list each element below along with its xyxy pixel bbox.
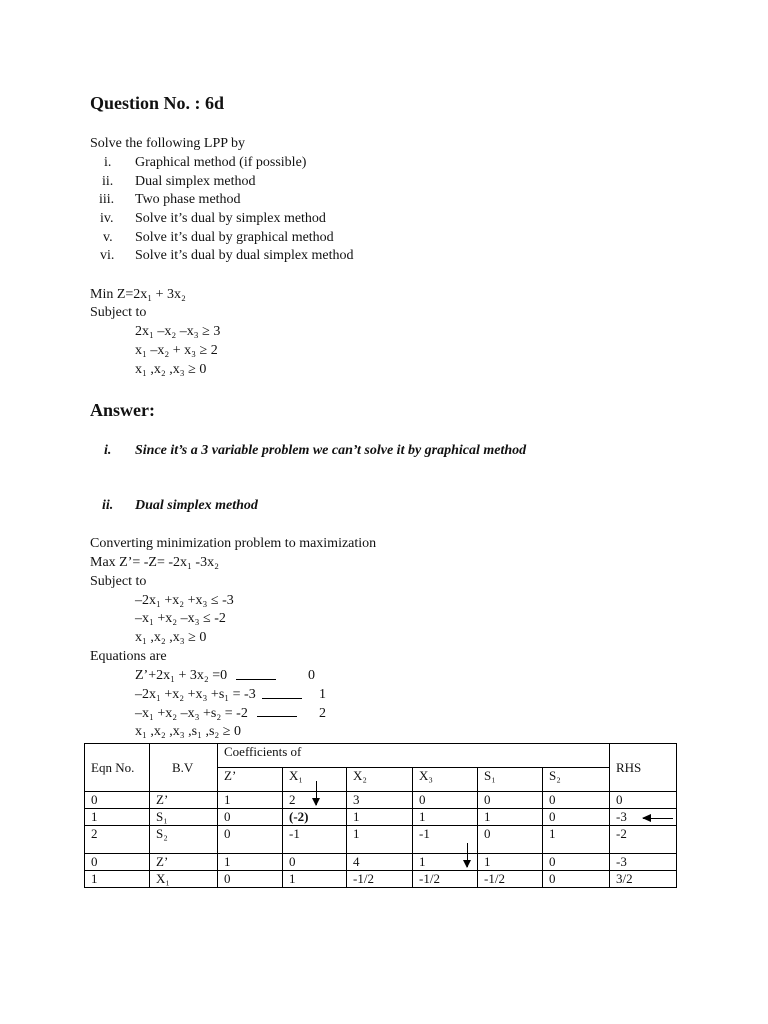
rhs-cell: -3 — [610, 854, 677, 871]
eqn-cell: 0 — [85, 854, 150, 871]
method-text: Solve it’s dual by simplex method — [135, 211, 326, 226]
question-intro: Solve the following LPP by — [90, 136, 246, 151]
equation-leader-line — [236, 679, 276, 680]
converted-constraint: –2x₁ +x₂ +x₃ ≤ -3 — [135, 593, 234, 608]
bv-cell: Z’ — [150, 792, 218, 809]
table-row — [85, 871, 677, 888]
coef-cell: 1 — [218, 792, 283, 809]
bv-cell: X₁ — [150, 871, 218, 888]
rhs-cell: -3 — [610, 809, 677, 826]
max-objective: Max Z’= -Z= -2x₁ -3x₂ — [90, 555, 219, 570]
subject-to-label: Subject to — [90, 305, 147, 320]
coef-cell: 4 — [347, 854, 413, 871]
method-num: iii. — [99, 192, 115, 207]
equation-number: 2 — [319, 706, 326, 721]
coef-cell: 0 — [478, 792, 543, 809]
eqn-cell: 1 — [85, 871, 150, 888]
coef-cell: -1 — [413, 826, 478, 854]
bv-header: B.V — [150, 744, 218, 792]
coef-cell: -1/2 — [413, 871, 478, 888]
coef-cell: 0 — [543, 854, 610, 871]
coef-col-header: Z’ — [218, 768, 283, 792]
answer-ii-text: Dual simplex method — [135, 498, 258, 513]
objective-function: Min Z=2x₁ + 3x₂ — [90, 287, 186, 302]
answer-i-num: i. — [104, 443, 112, 458]
answer-title: Answer: — [90, 400, 155, 420]
coef-cell: 0 — [478, 826, 543, 854]
bv-cell: S₁ — [150, 809, 218, 826]
answer-i-text: Since it’s a 3 variable problem we can’t solve it by graphical method — [135, 443, 527, 458]
method-num: i. — [104, 155, 112, 170]
coef-col-header: S₂ — [543, 768, 610, 792]
coef-cell: -1/2 — [478, 871, 543, 888]
pivot-element-cell: (-2) — [283, 809, 347, 826]
eqn-no-header: Eqn No. — [85, 744, 150, 792]
rhs-header: RHS — [610, 744, 677, 792]
method-num: v. — [103, 230, 113, 245]
bv-cell: Z’ — [150, 854, 218, 871]
coef-cell: 0 — [283, 854, 347, 871]
method-text: Two phase method — [135, 192, 241, 207]
coef-cell: 1 — [413, 854, 478, 871]
equation-number: 1 — [319, 687, 326, 702]
equations-label: Equations are — [90, 649, 167, 664]
equation: –x₁ +x₂ –x₃ +s₂ = -2 — [135, 706, 248, 721]
method-text: Dual simplex method — [135, 174, 256, 189]
equation-leader-line — [262, 698, 302, 699]
method-text: Solve it’s dual by graphical method — [135, 230, 334, 245]
rhs-cell: -2 — [610, 826, 677, 854]
eqn-cell: 1 — [85, 809, 150, 826]
coef-cell: 0 — [218, 871, 283, 888]
coef-cell: 0 — [218, 809, 283, 826]
converted-constraint: x₁ ,x₂ ,x₃ ≥ 0 — [135, 630, 207, 645]
method-num: vi. — [100, 248, 115, 263]
coef-cell: 1 — [543, 826, 610, 854]
coef-cell: 2 — [283, 792, 347, 809]
rhs-cell: 0 — [610, 792, 677, 809]
coef-col-header: X₂ — [347, 768, 413, 792]
coef-cell: 1 — [347, 826, 413, 854]
coef-cell: 1 — [347, 809, 413, 826]
subject-to-label: Subject to — [90, 574, 147, 589]
entering-variable-arrow-icon — [316, 781, 317, 805]
coef-cell: 1 — [478, 809, 543, 826]
coef-cell: -1 — [283, 826, 347, 854]
leaving-variable-arrow-icon — [643, 818, 673, 819]
nonnegativity: x₁ ,x₂ ,x₃ ,s₁ ,s₂ ≥ 0 — [135, 724, 241, 739]
equation: –2x₁ +x₂ +x₃ +s₁ = -3 — [135, 687, 256, 702]
equation-number: 0 — [308, 668, 315, 683]
coef-cell: 0 — [543, 792, 610, 809]
coef-cell: 1 — [478, 854, 543, 871]
constraint: x₁ –x₂ + x₃ ≥ 2 — [135, 343, 218, 358]
entering-variable-arrow-icon — [467, 843, 468, 867]
coef-col-header: X₁ — [283, 768, 347, 792]
rhs-cell: 3/2 — [610, 871, 677, 888]
table-row — [85, 854, 677, 871]
coef-col-header: S₁ — [478, 768, 543, 792]
coef-cell: 3 — [347, 792, 413, 809]
table-row — [85, 826, 677, 854]
coef-col-header: X₃ — [413, 768, 478, 792]
eqn-cell: 0 — [85, 792, 150, 809]
bv-cell: S₂ — [150, 826, 218, 854]
constraint: x₁ ,x₂ ,x₃ ≥ 0 — [135, 362, 207, 377]
method-text: Graphical method (if possible) — [135, 155, 307, 170]
method-text: Solve it’s dual by dual simplex method — [135, 248, 354, 263]
question-title: Question No. : 6d — [90, 93, 225, 113]
coef-cell: 0 — [543, 809, 610, 826]
table-row — [85, 809, 677, 826]
simplex-table — [84, 743, 677, 888]
coef-cell: 1 — [218, 854, 283, 871]
coef-cell: 0 — [543, 871, 610, 888]
method-num: iv. — [100, 211, 114, 226]
coef-cell: 0 — [218, 826, 283, 854]
table-row — [85, 792, 677, 809]
coef-cell: 1 — [413, 809, 478, 826]
equation-leader-line — [257, 716, 297, 717]
answer-ii-num: ii. — [102, 498, 114, 513]
equation: Z’+2x₁ + 3x₂ =0 — [135, 668, 228, 683]
coef-cell: 0 — [413, 792, 478, 809]
converted-constraint: –x₁ +x₂ –x₃ ≤ -2 — [135, 611, 226, 626]
coef-cell: -1/2 — [347, 871, 413, 888]
conversion-heading: Converting minimization problem to maximization — [90, 536, 377, 551]
eqn-cell: 2 — [85, 826, 150, 854]
constraint: 2x₁ –x₂ –x₃ ≥ 3 — [135, 324, 221, 339]
coefficients-header: Coefficients of — [218, 744, 610, 768]
coef-cell: 1 — [283, 871, 347, 888]
method-num: ii. — [102, 174, 114, 189]
